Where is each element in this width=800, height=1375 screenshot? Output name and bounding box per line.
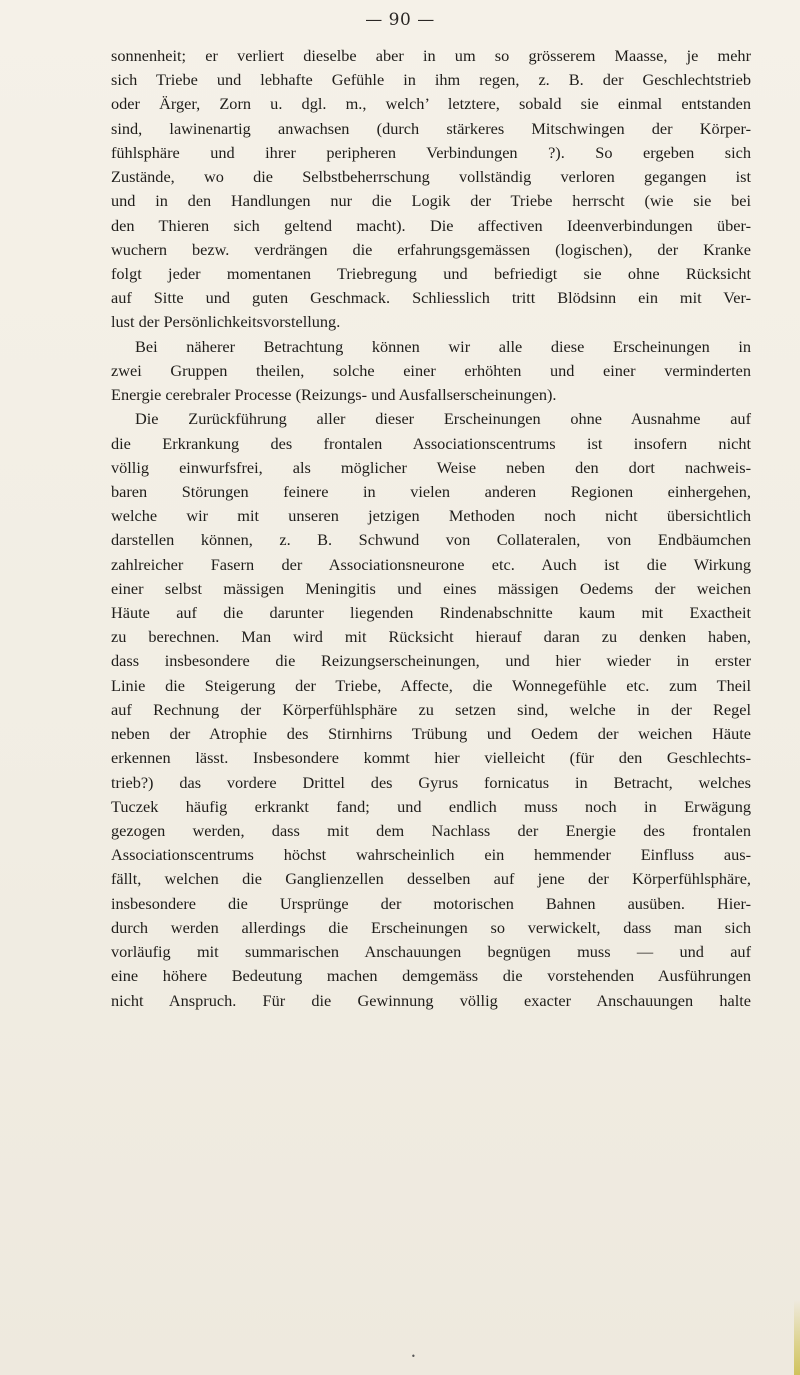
text-line: sind, lawinenartig anwachsen (durch stärkeres Mitschwingen der Körper- <box>111 118 751 138</box>
text-line: Tuczek häufig erkrankt fand; und endlich muss noch in Erwägung <box>111 796 751 816</box>
text-line: eine höhere Bedeutung machen demgemäss die vorstehenden Ausführungen <box>111 966 751 986</box>
page-number: — 90 — <box>365 10 435 30</box>
text-line: lust der Persönlichkeitsvorstellung. <box>111 312 341 332</box>
text-line: erkennen lässt. Insbesondere kommt hier vielleicht (für den Geschlechts- <box>111 748 751 768</box>
text-line: auf Rechnung der Körperfühlsphäre zu setzen sind, welche in der Regel <box>111 699 751 719</box>
text-line: trieb?) das vordere Drittel des Gyrus fornicatus in Betracht, welches <box>111 772 751 792</box>
text-line: Zustände, wo die Selbstbeherrschung vollständig verloren gegangen ist <box>111 167 751 187</box>
body-text <box>111 44 751 1013</box>
text-line: zu berechnen. Man wird mit Rücksicht hierauf daran zu denken haben, <box>111 627 751 647</box>
text-line: oder Ärger, Zorn u. dgl. m., welch’ letztere, sobald sie einmal entstanden <box>111 94 751 114</box>
text-line: Linie die Steigerung der Triebe, Affecte, die Wonnegefühle etc. zum Theil <box>111 675 751 695</box>
page-edge-stain <box>794 1300 800 1375</box>
text-line: die Erkrankung des frontalen Associationscentrums ist insofern nicht <box>111 433 751 453</box>
text-line: einer selbst mässigen Meningitis und eines mässigen Oedems der weichen <box>111 578 751 598</box>
text-line: vorläufig mit summarischen Anschauungen begnügen muss — und auf <box>111 942 751 962</box>
text-line: dass insbesondere die Reizungserscheinungen, und hier wieder in erster <box>111 651 751 671</box>
text-line: Energie cerebraler Processe (Reizungs- und Ausfallserscheinungen). <box>111 385 557 405</box>
text-line: baren Störungen feinere in vielen anderen Regionen einhergehen, <box>111 481 751 501</box>
text-line: gezogen werden, dass mit dem Nachlass der Energie des frontalen <box>111 821 751 840</box>
text-line: sonnenheit; er verliert dieselbe aber in um so grösserem Maasse, je mehr <box>111 46 751 65</box>
text-line: fällt, welchen die Ganglienzellen desselben auf jene der Körperfühlsphäre, <box>111 869 751 889</box>
text-line: Associationscentrums höchst wahrscheinlich ein hemmender Einfluss aus- <box>111 845 751 865</box>
text-line: Bei näherer Betrachtung können wir alle diese Erscheinungen in <box>135 336 751 356</box>
text-line: sich Triebe und lebhafte Gefühle in ihm regen, z. B. der Geschlechtstrieb <box>111 70 751 90</box>
text-line: zahlreicher Fasern der Associationsneurone etc. Auch ist die Wirkung <box>111 554 751 574</box>
text-line: nicht Anspruch. Für die Gewinnung völlig exacter Anschauungen halte <box>111 990 751 1010</box>
text-line: zwei Gruppen theilen, solche einer erhöhten und einer verminderten <box>111 360 751 380</box>
text-line: Häute auf die darunter liegenden Rindenabschnitte kaum mit Exactheit <box>111 603 751 623</box>
text-line: folgt jeder momentanen Triebregung und befriedigt sie ohne Rücksicht <box>111 263 751 283</box>
text-line: den Thieren sich geltend macht). Die affectiven Ideenverbindungen über- <box>111 215 751 235</box>
text-line: welche wir mit unseren jetzigen Methoden noch nicht übersichtlich <box>111 506 751 526</box>
text-line: auf Sitte und guten Geschmack. Schliesslich tritt Blödsinn ein mit Ver- <box>111 288 751 308</box>
text-line: durch werden allerdings die Erscheinungen so verwickelt, dass man sich <box>111 917 751 937</box>
text-line: fühlsphäre und ihrer peripheren Verbindungen ?). So ergeben sich <box>111 142 751 162</box>
text-line: völlig einwurfsfrei, als möglicher Weise neben den dort nachweis- <box>111 457 751 477</box>
text-line: wuchern bezw. verdrängen die erfahrungsgemässen (logischen), der Kranke <box>111 239 751 259</box>
print-speck: • <box>411 1352 416 1361</box>
text-line: darstellen können, z. B. Schwund von Collateralen, von Endbäumchen <box>111 530 751 550</box>
text-line: Die Zurückführung aller dieser Erscheinungen ohne Ausnahme auf <box>135 409 751 429</box>
text-line: insbesondere die Ursprünge der motorischen Bahnen ausüben. Hier- <box>111 893 751 913</box>
text-line: und in den Handlungen nur die Logik der Triebe herrscht (wie sie bei <box>111 191 751 211</box>
text-line: neben der Atrophie des Stirnhirns Trübung und Oedem der weichen Häute <box>111 724 751 744</box>
